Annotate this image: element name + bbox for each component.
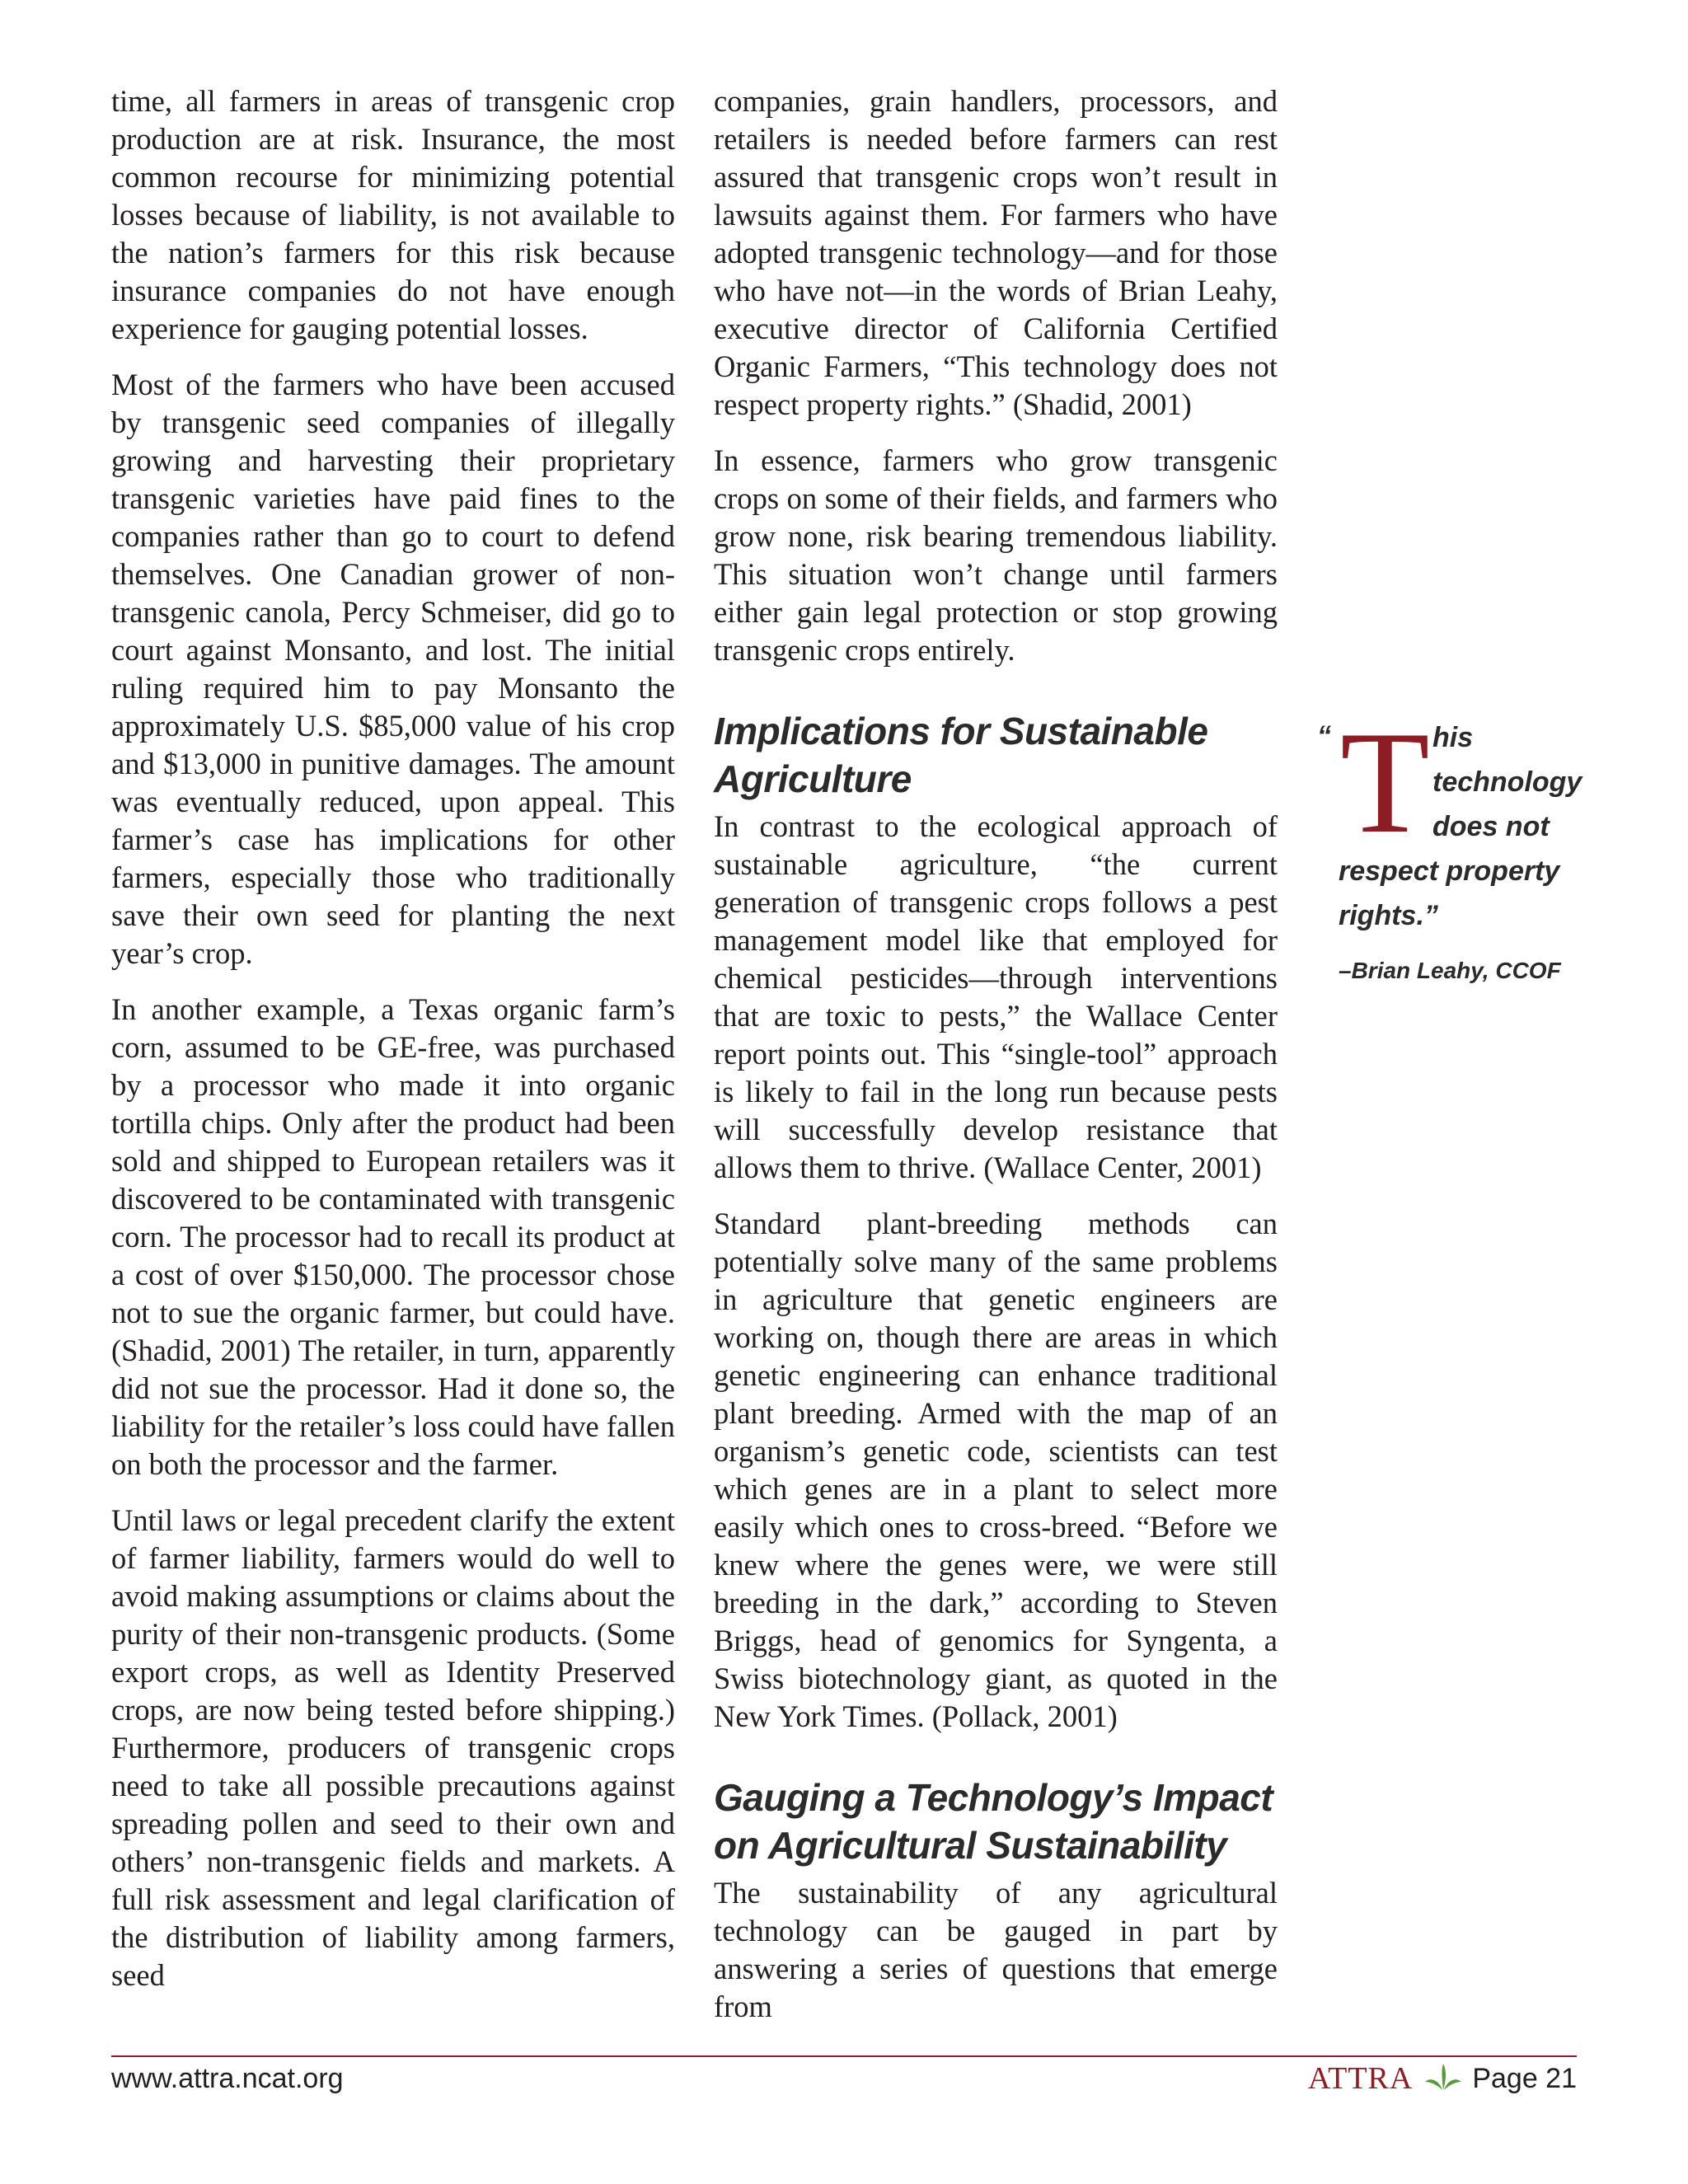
pull-quote-open-mark: “ — [1317, 720, 1331, 752]
paragraph: In another example, a Texas organic farm’s corn, assumed to be GE-free, was purchased by a processor who made it into organic tortilla chips. Only after the product had been sold and shipped to European retailers was it discovered to be contaminated with transgenic corn. The processor had to recall its product at a cost of over $150,000. The processor chose not to sue the organic farmer, but could have. (Shadid, 2001) The retailer, in turn, apparently did not sue the processor. Had it done so, the liability for the retailer’s loss could have fallen on both the processor and the farmer. — [111, 992, 675, 1481]
pull-quote-line: does not — [1432, 811, 1550, 842]
paragraph: time, all farmers in areas of transgenic crop production are at risk. Insurance, the most common recourse for minimizing potential losses because of liability, is not available to the nation’s farmers for this risk because insurance companies do not have enough experience for gauging potential losses. — [111, 84, 675, 345]
column-left — [111, 82, 675, 2013]
pull-quote-line: rights.” — [1339, 900, 1438, 931]
pull-quote-line: respect property — [1339, 855, 1560, 887]
pull-quote-line: technology — [1432, 766, 1582, 798]
pull-quote-attribution: –Brian Leahy, CCOF — [1339, 958, 1561, 983]
section-heading-gauging: Gauging a Technology’s Impact on Agricultural Sustainability — [714, 1776, 1273, 1867]
paragraph: companies, grain handlers, processors, and retailers is needed before farmers can rest assured that transgenic crops won’t result in lawsuits against them. For farmers who have adopted transgenic technology—and for those who have not—in the words of Brian Leahy, executive director of California Certified Organic Farmers, “This technology does not respect property rights.” (Shadid, 2001) — [714, 84, 1278, 421]
column-middle — [714, 82, 1278, 2044]
section-heading-implications: Implications for Sustainable Agriculture — [714, 710, 1208, 800]
footer-branding — [1308, 2060, 1577, 2097]
pull-quote — [1317, 701, 1597, 987]
page-number: Page 21 — [1472, 2062, 1577, 2094]
paragraph: Until laws or legal precedent clarify the extent of farmer liability, farmers would do well to avoid making assumptions or claims about the purity of their non-transgenic products. (Some export crops, as well as Identity Preserved crops, are now being tested before shipping.) Furthermore, producers of transgenic crops need to take all possible precautions against spreading pollen and seed to their own and others’ non-transgenic fields and markets. A full risk assessment and legal clarification of the distribution of liability among farmers, seed — [111, 1503, 675, 1992]
leaf-icon — [1424, 2062, 1462, 2096]
paragraph: Most of the farmers who have been accused by transgenic seed companies of illegally growing and harvesting their proprietary transgenic varieties have paid fines to the companies rather than go to court to defend themselves. One Canadian grower of non-transgenic canola, Percy Schmeiser, did go to court against Monsanto, and lost. The initial ruling required him to pay Monsanto the approximately U.S. $85,000 value of his crop and $13,000 in punitive damages. The amount was eventually reduced, upon appeal. This farmer’s case has implications for other farmers, especially those who traditionally save their own seed for planting the next year’s crop. — [111, 368, 675, 970]
attra-logo: ATTRA — [1307, 2061, 1414, 2096]
footer-divider — [111, 2055, 1577, 2057]
pull-quote-line: his — [1432, 722, 1474, 753]
paragraph: The sustainability of any agricultural technology can be gauged in part by answering a series of questions that emerge from — [714, 1876, 1278, 2023]
paragraph: In essence, farmers who grow transgenic crops on some of their fields, and farmers who grow none, risk bearing tremendous liability. This situation won’t change until farmers either gain legal protection or stop growing transgenic crops entirely. — [714, 443, 1278, 667]
footer-website-link[interactable]: www.attra.ncat.org — [111, 2063, 344, 2094]
paragraph: Standard plant-breeding methods can potentially solve many of the same problems in agriculture that genetic engineers are working on, though there are areas in which genetic engineering can enhance traditional plant breeding. Armed with the map of an organism’s genetic code, scientists can test which genes are in a plant to select more easily which ones to cross-breed. “Before we knew where the genes were, we were still breeding in the dark,” according to Steven Briggs, head of genomics for Syngenta, a Swiss biotechnology giant, as quoted in the New York Times. (Pollack, 2001) — [714, 1207, 1278, 1733]
pull-quote-drop-cap: T — [1340, 701, 1430, 864]
paragraph: In contrast to the ecological approach of sustainable agriculture, “the current generation of transgenic crops follows a pest management model like that employed for chemical pesticides—through interventions that are toxic to pests,” the Wallace Center report points out. This “single-tool” approach is likely to fail in the long run because pests will successfully develop resistance that allows them to thrive. (Wallace Center, 2001) — [714, 809, 1278, 1184]
